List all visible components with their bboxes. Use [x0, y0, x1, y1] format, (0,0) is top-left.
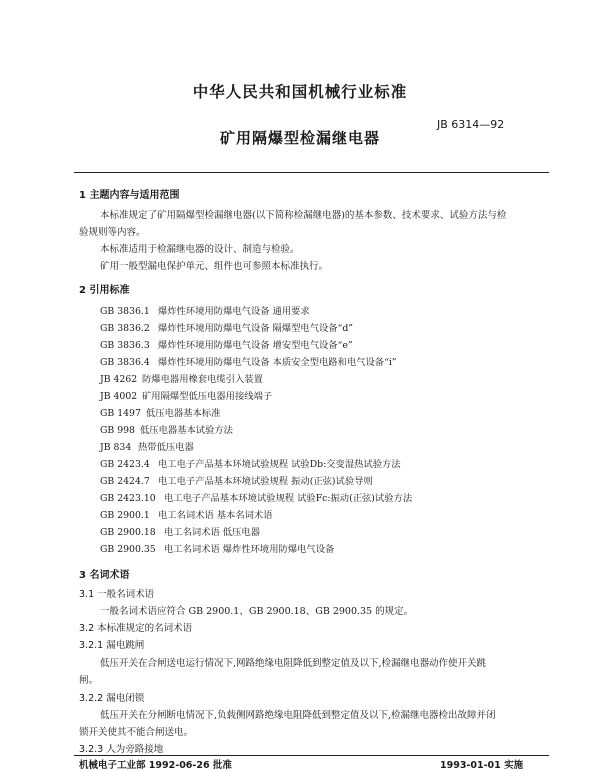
reference-item — [100, 473, 373, 487]
reference-item — [100, 541, 334, 555]
reference-number: JB 4002 — [100, 391, 138, 402]
reference-item — [100, 422, 233, 436]
reference-title: 矿用隔爆型低压电器用接线端子 — [142, 391, 273, 402]
approval-date: 机械电子工业部 1992-06-26 批准 — [79, 760, 232, 771]
reference-title: 低压电器基本标准 — [146, 408, 221, 419]
reference-number: GB 2900.1 — [100, 510, 150, 521]
reference-number: GB 3836.2 — [100, 323, 150, 334]
reference-item — [100, 439, 194, 453]
clause-3-2-2-text-line-1: 低压开关在分闸断电情况下,负载侧网路绝缘电阻降低到整定值及以下,检漏继电器检出故障并闭 — [100, 710, 496, 721]
reference-title: 爆炸性环境用防爆电气设备 增安型电气设备“e” — [158, 340, 353, 351]
standard-number: JB 6314—92 — [437, 118, 505, 131]
reference-title: 爆炸性环境用防爆电气设备 隔爆型电气设备“d” — [158, 323, 354, 334]
reference-title: 爆炸性环境用防爆电气设备 本质安全型电路和电气设备“i” — [158, 357, 397, 368]
reference-item — [100, 490, 412, 504]
reference-title: 电工电子产品基本环境试验规程 振动(正弦)试验导则 — [158, 476, 373, 487]
reference-item — [100, 388, 272, 402]
clause-3-2-1-heading: 3.2.1 漏电跳闸 — [79, 640, 145, 651]
section-3-heading: 3 名词术语 — [79, 570, 130, 581]
reference-title: 电工名词术语 爆炸性环境用防爆电气设备 — [164, 544, 335, 555]
clause-3-2-1-text-line-2: 闸。 — [79, 675, 99, 686]
reference-title: 电工名词术语 基本名词术语 — [158, 510, 273, 521]
reference-title: 电工电子产品基本环境试验规程 试验Db:交变湿热试验方法 — [158, 459, 401, 470]
reference-number: GB 2423.4 — [100, 459, 150, 470]
reference-number: GB 3836.3 — [100, 340, 150, 351]
reference-item — [100, 507, 273, 521]
reference-item — [100, 405, 220, 419]
clause-3-2-2-text-line-2: 锁开关使其不能合闸送电。 — [79, 727, 194, 738]
section-1-para-1-line-1: 本标准规定了矿用隔爆型检漏继电器(以下简称检漏继电器)的基本参数、技术要求、试验方法与检 — [100, 210, 507, 221]
issuing-body-title: 中华人民共和国机械行业标准 — [192, 83, 408, 101]
clause-3-2-3-heading: 3.2.3 人为旁路接地 — [79, 744, 164, 755]
clause-3-2-2-heading: 3.2.2 漏电闭锁 — [79, 693, 145, 704]
reference-number: GB 3836.1 — [100, 306, 150, 317]
clause-3-1-heading: 3.1 一般名词术语 — [79, 589, 155, 600]
reference-item — [100, 337, 353, 351]
reference-title: 热带低压电器 — [138, 442, 194, 453]
document-title: 矿用隔爆型检漏继电器 — [219, 129, 380, 147]
header-rule — [74, 172, 549, 173]
reference-title: 防爆电器用橡套电缆引入装置 — [142, 374, 263, 385]
reference-title: 电工名词术语 低压电器 — [164, 527, 260, 538]
reference-number: GB 2423.10 — [100, 493, 156, 504]
reference-number: JB 834 — [100, 442, 132, 453]
reference-title: 电工电子产品基本环境试验规程 试验Fc:振动(正弦)试验方法 — [164, 493, 413, 504]
reference-item — [100, 303, 310, 317]
reference-number: GB 1497 — [100, 408, 141, 419]
clause-3-2-heading: 3.2 本标准规定的名词术语 — [79, 623, 193, 634]
reference-number: GB 998 — [100, 425, 135, 436]
reference-number: GB 2424.7 — [100, 476, 150, 487]
reference-item — [100, 456, 401, 470]
reference-number: JB 4262 — [100, 374, 138, 385]
reference-item — [100, 371, 263, 385]
reference-item — [100, 354, 397, 368]
reference-item — [100, 320, 353, 334]
reference-title: 低压电器基本试验方法 — [140, 425, 233, 436]
reference-number: GB 3836.4 — [100, 357, 150, 368]
section-1-heading: 1 主题内容与适用范围 — [79, 190, 180, 201]
footer-rule — [74, 755, 549, 756]
section-1-para-2: 本标准适用于检漏继电器的设计、制造与检验。 — [100, 244, 300, 255]
reference-number: GB 2900.35 — [100, 544, 156, 555]
reference-number: GB 2900.18 — [100, 527, 156, 538]
clause-3-2-1-text-line-1: 低压开关在合闸送电运行情况下,网路绝缘电阻降低到整定值及以下,检漏继电器动作使开关跳 — [100, 658, 487, 669]
implementation-date: 1993-01-01 实施 — [440, 760, 524, 771]
reference-item — [100, 524, 260, 538]
section-2-heading: 2 引用标准 — [79, 285, 130, 296]
clause-3-1-text: 一般名词术语应符合 GB 2900.1、GB 2900.18、GB 2900.35 的规定。 — [100, 606, 414, 617]
reference-title: 爆炸性环境用防爆电气设备 通用要求 — [158, 306, 310, 317]
section-1-para-3: 矿用一般型漏电保护单元、组件也可参照本标准执行。 — [100, 261, 329, 272]
section-1-para-1-line-2: 验规则等内容。 — [79, 227, 146, 238]
